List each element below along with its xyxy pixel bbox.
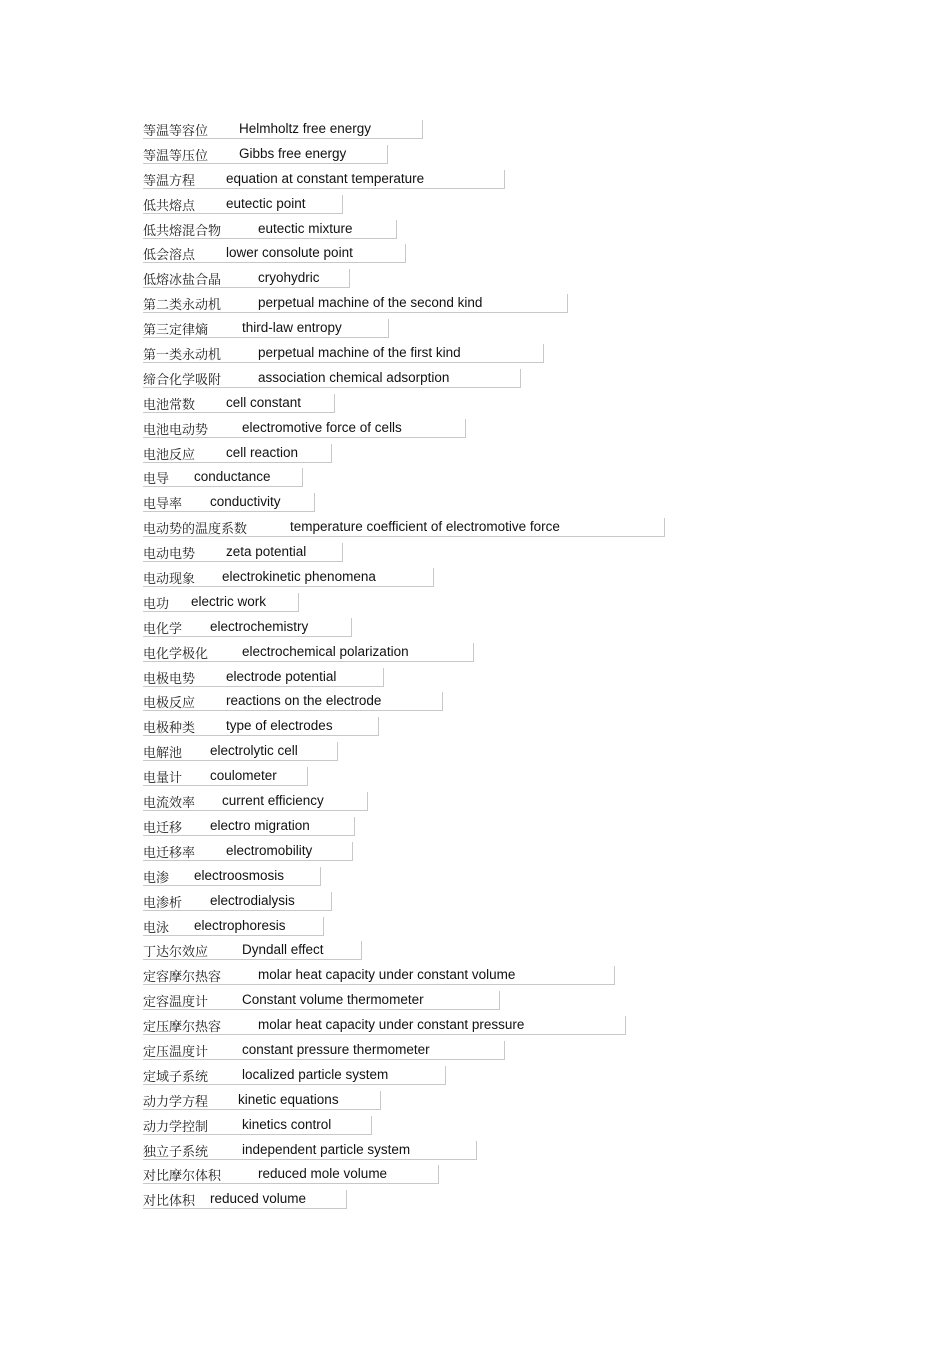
english-term: perpetual machine of the second kind (258, 295, 483, 311)
english-term: kinetic equations (238, 1091, 339, 1107)
english-term: Gibbs free energy (239, 145, 347, 161)
english-term: electro migration (210, 817, 310, 833)
glossary-entry (143, 565, 703, 590)
chinese-term: 缔合化学吸附 (143, 372, 222, 388)
english-term: electrode potential (226, 668, 337, 684)
english-term: temperature coefficient of electromotive force (290, 519, 560, 535)
glossary-entry (143, 291, 703, 316)
glossary-entry (143, 217, 703, 242)
glossary-list (143, 117, 703, 1212)
chinese-term: 电动势的温度系数 (143, 522, 248, 538)
chinese-term: 电极种类 (143, 721, 196, 737)
chinese-term: 电动电势 (143, 547, 196, 563)
glossary-entry (143, 142, 703, 167)
chinese-term: 低熔冰盐合晶 (143, 273, 222, 289)
chinese-term: 电迁移率 (143, 845, 196, 861)
english-term: independent particle system (242, 1141, 411, 1157)
chinese-term: 电池常数 (143, 397, 196, 413)
english-term: cryohydric (258, 270, 320, 286)
english-term: reactions on the electrode (226, 693, 382, 709)
english-term: electrophoresis (194, 917, 286, 933)
english-term: reduced mole volume (258, 1166, 388, 1182)
glossary-entry (143, 1162, 703, 1187)
chinese-term: 电动现象 (143, 572, 196, 588)
english-term: cell constant (226, 394, 302, 410)
chinese-term: 电流效率 (143, 796, 196, 812)
glossary-entry (143, 1063, 703, 1088)
chinese-term: 电池电动势 (143, 422, 209, 438)
english-term: type of electrodes (226, 718, 333, 734)
chinese-term: 电迁移 (143, 820, 183, 836)
glossary-entry (143, 1113, 703, 1138)
chinese-term: 定容温度计 (143, 995, 209, 1011)
glossary-entry (143, 814, 703, 839)
chinese-term: 电极反应 (143, 696, 196, 712)
glossary-entry (143, 515, 703, 540)
chinese-term: 第二类永动机 (143, 298, 222, 314)
glossary-entry (143, 590, 703, 615)
english-term: zeta potential (226, 544, 307, 560)
glossary-entry (143, 117, 703, 142)
english-term: Constant volume thermometer (242, 992, 424, 1008)
english-term: constant pressure thermometer (242, 1041, 430, 1057)
chinese-term: 电泳 (143, 920, 170, 936)
chinese-term: 等温等容位 (143, 124, 209, 139)
english-term: kinetics control (242, 1116, 332, 1132)
glossary-entry (143, 1138, 703, 1163)
english-term: electric work (191, 593, 267, 609)
english-term: Helmholtz free energy (239, 121, 372, 136)
english-term: lower consolute point (226, 245, 353, 261)
chinese-term: 电量计 (143, 771, 183, 787)
english-term: molar heat capacity under constant volume (258, 967, 516, 983)
chinese-term: 低共熔点 (143, 198, 196, 214)
glossary-entry (143, 441, 703, 466)
glossary-entry (143, 241, 703, 266)
chinese-term: 丁达尔效应 (143, 945, 209, 961)
glossary-entry (143, 341, 703, 366)
glossary-entry (143, 167, 703, 192)
glossary-entry (143, 391, 703, 416)
english-term: electrochemical polarization (242, 643, 409, 659)
english-term: eutectic mixture (258, 220, 353, 236)
chinese-term: 对比摩尔体积 (143, 1169, 222, 1185)
glossary-entry (143, 988, 703, 1013)
chinese-term: 动力学控制 (143, 1119, 209, 1135)
chinese-term: 电解池 (143, 746, 183, 762)
glossary-entry (143, 864, 703, 889)
glossary-entry (143, 1088, 703, 1113)
english-term: electromobility (226, 842, 313, 858)
english-term: electrolytic cell (210, 743, 298, 759)
glossary-entry (143, 366, 703, 391)
chinese-term: 动力学方程 (143, 1094, 209, 1110)
glossary-entry (143, 615, 703, 640)
glossary-entry (143, 1187, 703, 1212)
chinese-term: 电化学 (143, 621, 183, 637)
chinese-term: 定压温度计 (143, 1044, 209, 1060)
english-term: electroosmosis (194, 867, 285, 883)
chinese-term: 低共熔混合物 (143, 223, 222, 239)
chinese-term: 电化学极化 (143, 646, 209, 662)
glossary-entry (143, 416, 703, 441)
chinese-term: 电渗 (143, 870, 170, 886)
english-term: current efficiency (222, 793, 324, 809)
chinese-term: 定压摩尔热容 (143, 1020, 222, 1036)
glossary-entry (143, 1013, 703, 1038)
chinese-term: 第一类永动机 (143, 348, 222, 364)
chinese-term: 等温方程 (143, 173, 196, 189)
glossary-entry (143, 764, 703, 789)
chinese-term: 电极电势 (143, 671, 196, 687)
chinese-term: 电池反应 (143, 447, 196, 463)
glossary-entry (143, 839, 703, 864)
glossary-entry (143, 1038, 703, 1063)
chinese-term: 定容摩尔热容 (143, 970, 222, 986)
chinese-term: 电功 (143, 596, 170, 612)
glossary-entry (143, 714, 703, 739)
glossary-entry (143, 665, 703, 690)
glossary-entry (143, 889, 703, 914)
glossary-entry (143, 316, 703, 341)
english-term: electrokinetic phenomena (222, 569, 376, 585)
glossary-entry (143, 540, 703, 565)
glossary-entry (143, 914, 703, 939)
chinese-term: 独立子系统 (143, 1144, 209, 1160)
chinese-term: 对比体积 (143, 1194, 196, 1210)
glossary-entry (143, 739, 703, 764)
english-term: Dyndall effect (242, 942, 324, 958)
english-term: eutectic point (226, 195, 306, 211)
english-term: coulometer (210, 768, 277, 784)
english-term: cell reaction (226, 444, 299, 460)
english-term: molar heat capacity under constant pressure (258, 1017, 525, 1033)
english-term: perpetual machine of the first kind (258, 345, 461, 361)
chinese-term: 电导率 (143, 497, 183, 513)
chinese-term: 等温等压位 (143, 148, 209, 164)
glossary-entry (143, 192, 703, 217)
glossary-entry (143, 465, 703, 490)
english-term: third-law entropy (242, 320, 342, 336)
english-term: localized particle system (242, 1066, 389, 1082)
glossary-entry (143, 490, 703, 515)
glossary-entry (143, 789, 703, 814)
english-term: conductance (194, 469, 271, 485)
glossary-entry (143, 640, 703, 665)
chinese-term: 电渗析 (143, 895, 183, 911)
english-term: electromotive force of cells (242, 419, 402, 435)
glossary-entry (143, 266, 703, 291)
english-term: reduced volume (210, 1191, 307, 1207)
english-term: electrodialysis (210, 892, 295, 908)
chinese-term: 电导 (143, 472, 170, 488)
english-term: conductivity (210, 494, 281, 510)
glossary-entry (143, 963, 703, 988)
chinese-term: 低会溶点 (143, 248, 196, 264)
glossary-entry (143, 938, 703, 963)
glossary-entry (143, 689, 703, 714)
english-term: electrochemistry (210, 618, 309, 634)
chinese-term: 定域子系统 (143, 1069, 209, 1085)
english-term: association chemical adsorption (258, 369, 450, 385)
chinese-term: 第三定律熵 (143, 323, 209, 339)
english-term: equation at constant temperature (226, 170, 425, 186)
